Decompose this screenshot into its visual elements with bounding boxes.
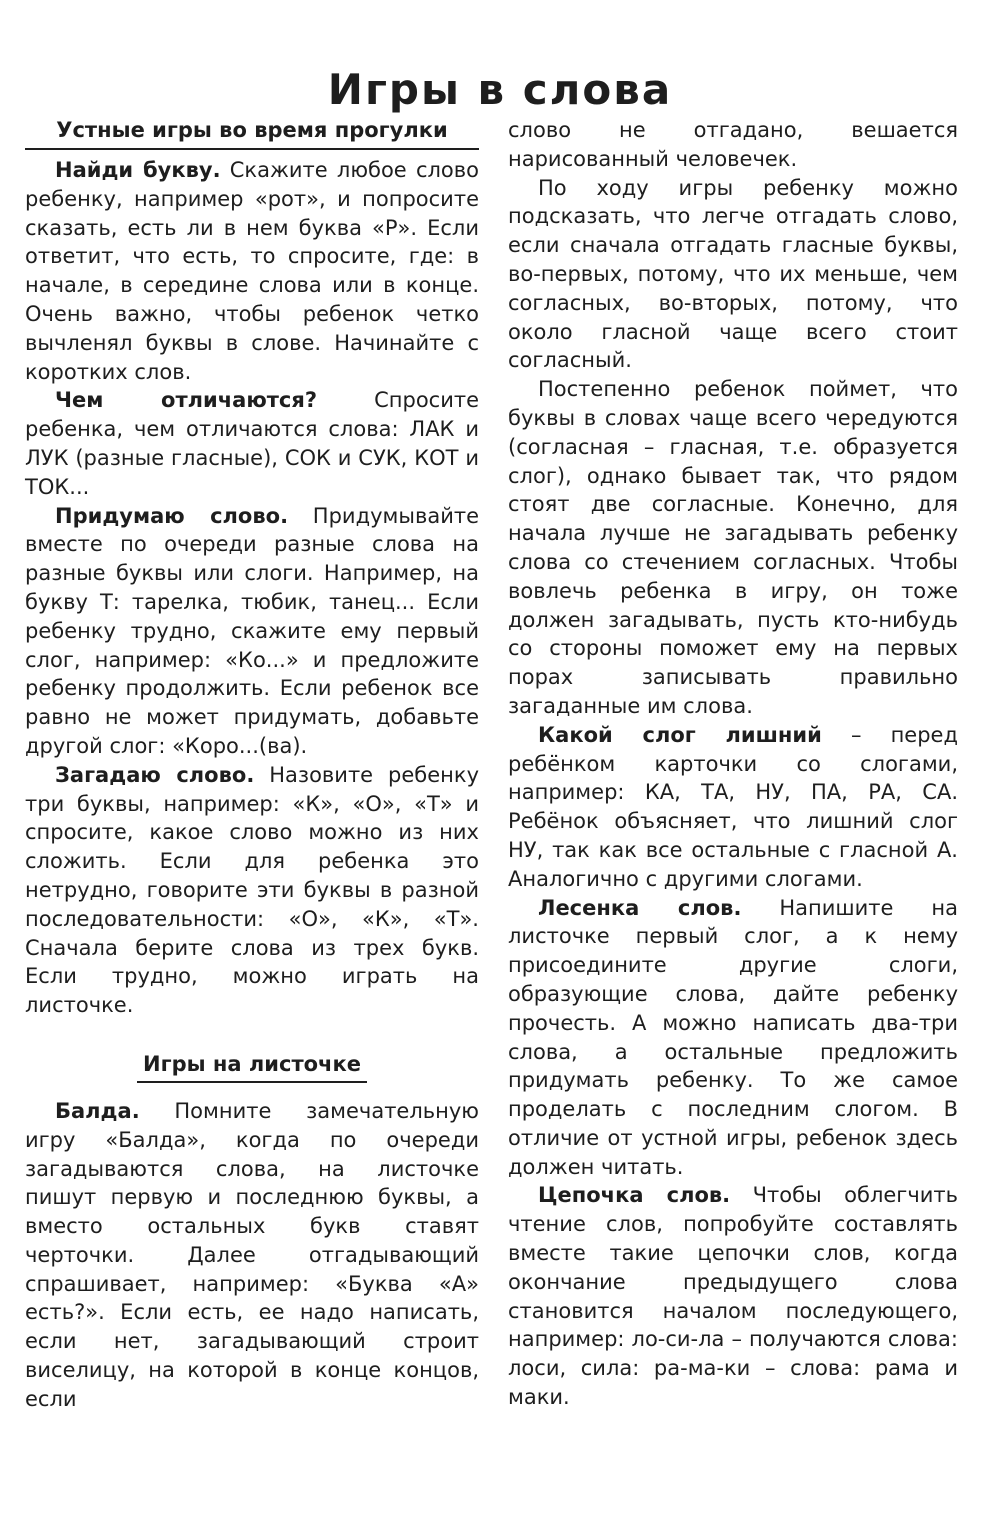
game-name-balda: Балда. [55,1098,140,1123]
page-title: Игры в слова [327,65,673,114]
game-text-chain: Чтобы облегчить чтение слов, попробуйте составлять вместе такие цепочки слов, когда окончание предыдущего слова становится началом последующего, например: ло-си-ла – получаются слова: лоси, сила: ра-ма-ки – слова: рама и маки. [508,1183,958,1410]
game-text-difference: Спросите ребенка, чем отличаются слова: ЛАК и ЛУК (разные гласные), СОК и СУК, КОТ и ТОК... [25,388,480,499]
game-name-chain: Цепочка слов. [538,1183,731,1208]
paragraph-difference [25,386,479,501]
left-column [25,116,479,1414]
paragraph-balda [25,1097,479,1414]
game-name-invent-word: Придумаю слово. [55,503,289,528]
paragraph-odd-syllable [508,721,958,894]
paragraph-invent-word [25,502,479,761]
game-text-find-letter: Скажите любое слово ребенку, например «рот», и попросите сказать, есть ли в нем буква «Р». Если ответит, что есть, то спросите, где: в начале, в середине слова или в конце. Очень важно, чтобы ребенок четко вычленял буквы в слове. Начинайте с коротких слов. [25,158,479,384]
section-heading-paper-games [25,1050,479,1087]
right-column [508,116,958,1412]
game-text-odd-syllable: – перед ребёнком карточки со слогами, например: КА, ТА, НУ, ПА, РА, СА. Ребёнок объясняет, что лишний слог НУ, так как все остальные с гласной А. Аналогично с другими слогами. [508,722,958,891]
paragraph-chain [508,1181,958,1411]
game-text-balda: Помните замечательную игру «Балда», когда по очереди загадываются слова, на листочке пишут первую и последнюю буквы, а вместо остальных букв ставят черточки. Далее отгадывающий спрашивает, например: «Буква «А» есть?». Если есть, ее надо написать, если нет, загадывающий строит виселицу, на которой в конце концов, если [25,1098,479,1411]
game-name-odd-syllable: Какой слог лишний [538,722,822,747]
paragraph-balda-continued: слово не отгадано, вешается нарисованный человечек. [508,118,958,171]
section-heading-oral-games: Устные игры во время прогулки [25,116,479,150]
game-name-difference: Чем отличаются? [55,388,318,413]
paragraph-guess-word [25,761,479,1020]
game-text-guess-word: Назовите ребенку три буквы, например: «К», «О», «Т» и спросите, какое слово можно из них сложить. Если для ребенка это нетрудно, говорите эти буквы в разной последовательности: «О», «К», «Т». Сначала берите слова из трех букв. Если трудно, можно играть на листочке. [25,762,479,1018]
game-name-find-letter: Найди букву. [55,158,221,182]
game-text-invent-word: Придумывайте вместе по очереди разные слова на разные буквы или слоги. Например, на букву Т: тарелка, тюбик, танец... Если ребенку трудно, скажите ему первый слог, например: «Ко...» и предложите ребенку продолжить. Если ребенок все равно не может придумать, добавьте другой слог: «Коро...(ва). [25,503,479,758]
paragraph-find-letter [25,156,479,386]
paragraph-ladder [508,894,958,1182]
paragraph-hint: По ходу игры ребенку можно подсказать, что легче отгадать слово, если сначала отгадать гласные буквы, во-первых, потому, что их меньше, чем согласных, во-вторых, потому, что около гласной чаще всего стоит согласный. [508,175,958,373]
paragraph-gradual: Постепенно ребенок поймет, что буквы в словах чаще всего чередуются (согласная – гласная, т.е. образуется слог), однако бывает так, что рядом стоят две согласные. Конечно, для начала лучше не загадывать ребенку слова со стечением согласных. Чтобы вовлечь ребенка в игру, он тоже должен загадывать, пусть кто-нибудь со стороны поможет ему на первых порах записывать правильно загаданные им слова. [508,377,958,718]
game-name-ladder: Лесенка слов. [538,895,742,920]
game-name-guess-word: Загадаю слово. [55,762,255,787]
section-heading-paper-games-label: Игры на листочке [137,1050,367,1083]
game-text-ladder: Напишите на листочке первый слог, а к нему присоедините другие слоги, образующие слова, дайте ребенку прочесть. А можно написать два-три слова, а остальные предложить придумать ребенку. То же самое проделать с последним слогом. В отличие от устной игры, ребенок здесь должен читать. [508,895,958,1179]
